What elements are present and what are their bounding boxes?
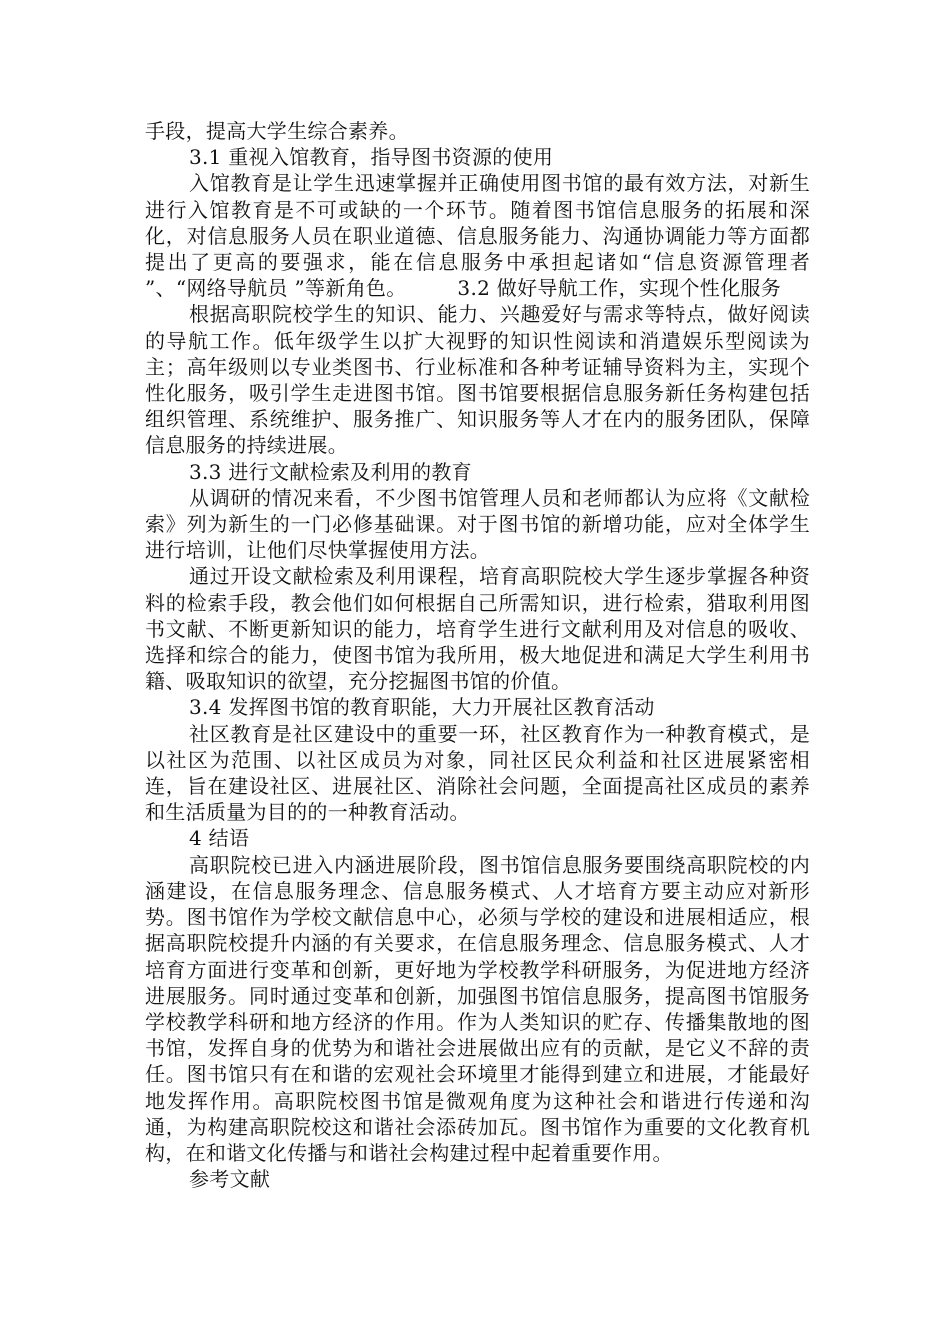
paragraph: 入馆教育是让学生迅速掌握并正确使用图书馆的最有效方法，对新生进行入馆教育是不可或缺的一个环节。随着图书馆信息服务的拓展和深化，对信息服务人员在职业道德、信息服务能力、沟通协调能力等方面都提出了更高的要强求，能在信息服务中承担起诸如“信息资源管理者 ”、“网络导航员 ”等新角色。 3.2 做好导航工作，实现个性化服务	[145, 171, 810, 301]
paragraph: 通过开设文献检索及利用课程，培育高职院校大学生逐步掌握各种资料的检索手段，教会他们如何根据自己所需知识，进行检索，猎取利用图书文献、不断更新知识的能力，培育学生进行文献利用及对信息的吸收、选择和综合的能力，使图书馆为我所用，极大地促进和满足大学生利用书籍、吸取知识的欲望，充分挖掘图书馆的价值。	[145, 564, 810, 694]
section-heading-4: 4 结语	[189, 826, 250, 851]
section-heading-3-3: 3.3 进行文献检索及利用的教育	[189, 459, 472, 484]
paragraph: 手段，提高大学生综合素养。	[145, 119, 409, 143]
paragraph: 根据高职院校学生的知识、能力、兴趣爱好与需求等特点，做好阅读的导航工作。低年级学生以扩大视野的知识性阅读和消遣娱乐型阅读为主；高年级则以专业类图书、行业标准和各种考证辅导资料为主，实现个性化服务，吸引学生走进图书馆。图书馆要根据信息服务新任务构建包括组织管理、系统维护、服务推广、知识服务等人才在内的服务团队，保障信息服务的持续进展。	[145, 302, 810, 458]
document-body	[145, 118, 810, 1192]
section-heading-3-4: 3.4 发挥图书馆的教育职能，大力开展社区教育活动	[189, 695, 655, 720]
references-heading: 参考文献	[189, 1167, 271, 1192]
paragraph: 从调研的情况来看，不少图书馆管理人员和老师都认为应将《文献检索》列为新生的一门必修基础课。对于图书馆的新增功能，应对全体学生进行培训，让他们尽快掌握使用方法。	[145, 485, 810, 563]
paragraph: 社区教育是社区建设中的重要一环，社区教育作为一种教育模式，是以社区为范围、以社区成员为对象，同社区民众利益和社区进展紧密相连，旨在建设社区、进展社区、消除社会问题，全面提高社区成员的素养和生活质量为目的的一种教育活动。	[145, 721, 810, 825]
section-heading-3-1: 3.1 重视入馆教育，指导图书资源的使用	[189, 145, 554, 170]
paragraph: 高职院校已进入内涵进展阶段，图书馆信息服务要围绕高职院校的内涵建设，在信息服务理念、信息服务模式、人才培育方要主动应对新形势。图书馆作为学校文献信息中心，必须与学校的建设和进展相适应，根据高职院校提升内涵的有关要求，在信息服务理念、信息服务模式、人才培育方面进行变革和创新，更好地为学校教学科研服务，为促进地方经济进展服务。同时通过变革和创新，加强图书馆信息服务，提高图书馆服务学校教学科研和地方经济的作用。作为人类知识的贮存、传播集散地的图书馆，发挥自身的优势为和谐社会进展做出应有的贡献，是它义不辞的责任。图书馆只有在和谐的宏观社会环境里才能得到建立和进展，才能最好地发挥作用。高职院校图书馆是微观角度为这种社会和谐进行传递和沟通，为构建高职院校这和谐社会添砖加瓦。图书馆作为重要的文化教育机构，在和谐文化传播与和谐社会构建过程中起着重要作用。	[145, 852, 810, 1165]
